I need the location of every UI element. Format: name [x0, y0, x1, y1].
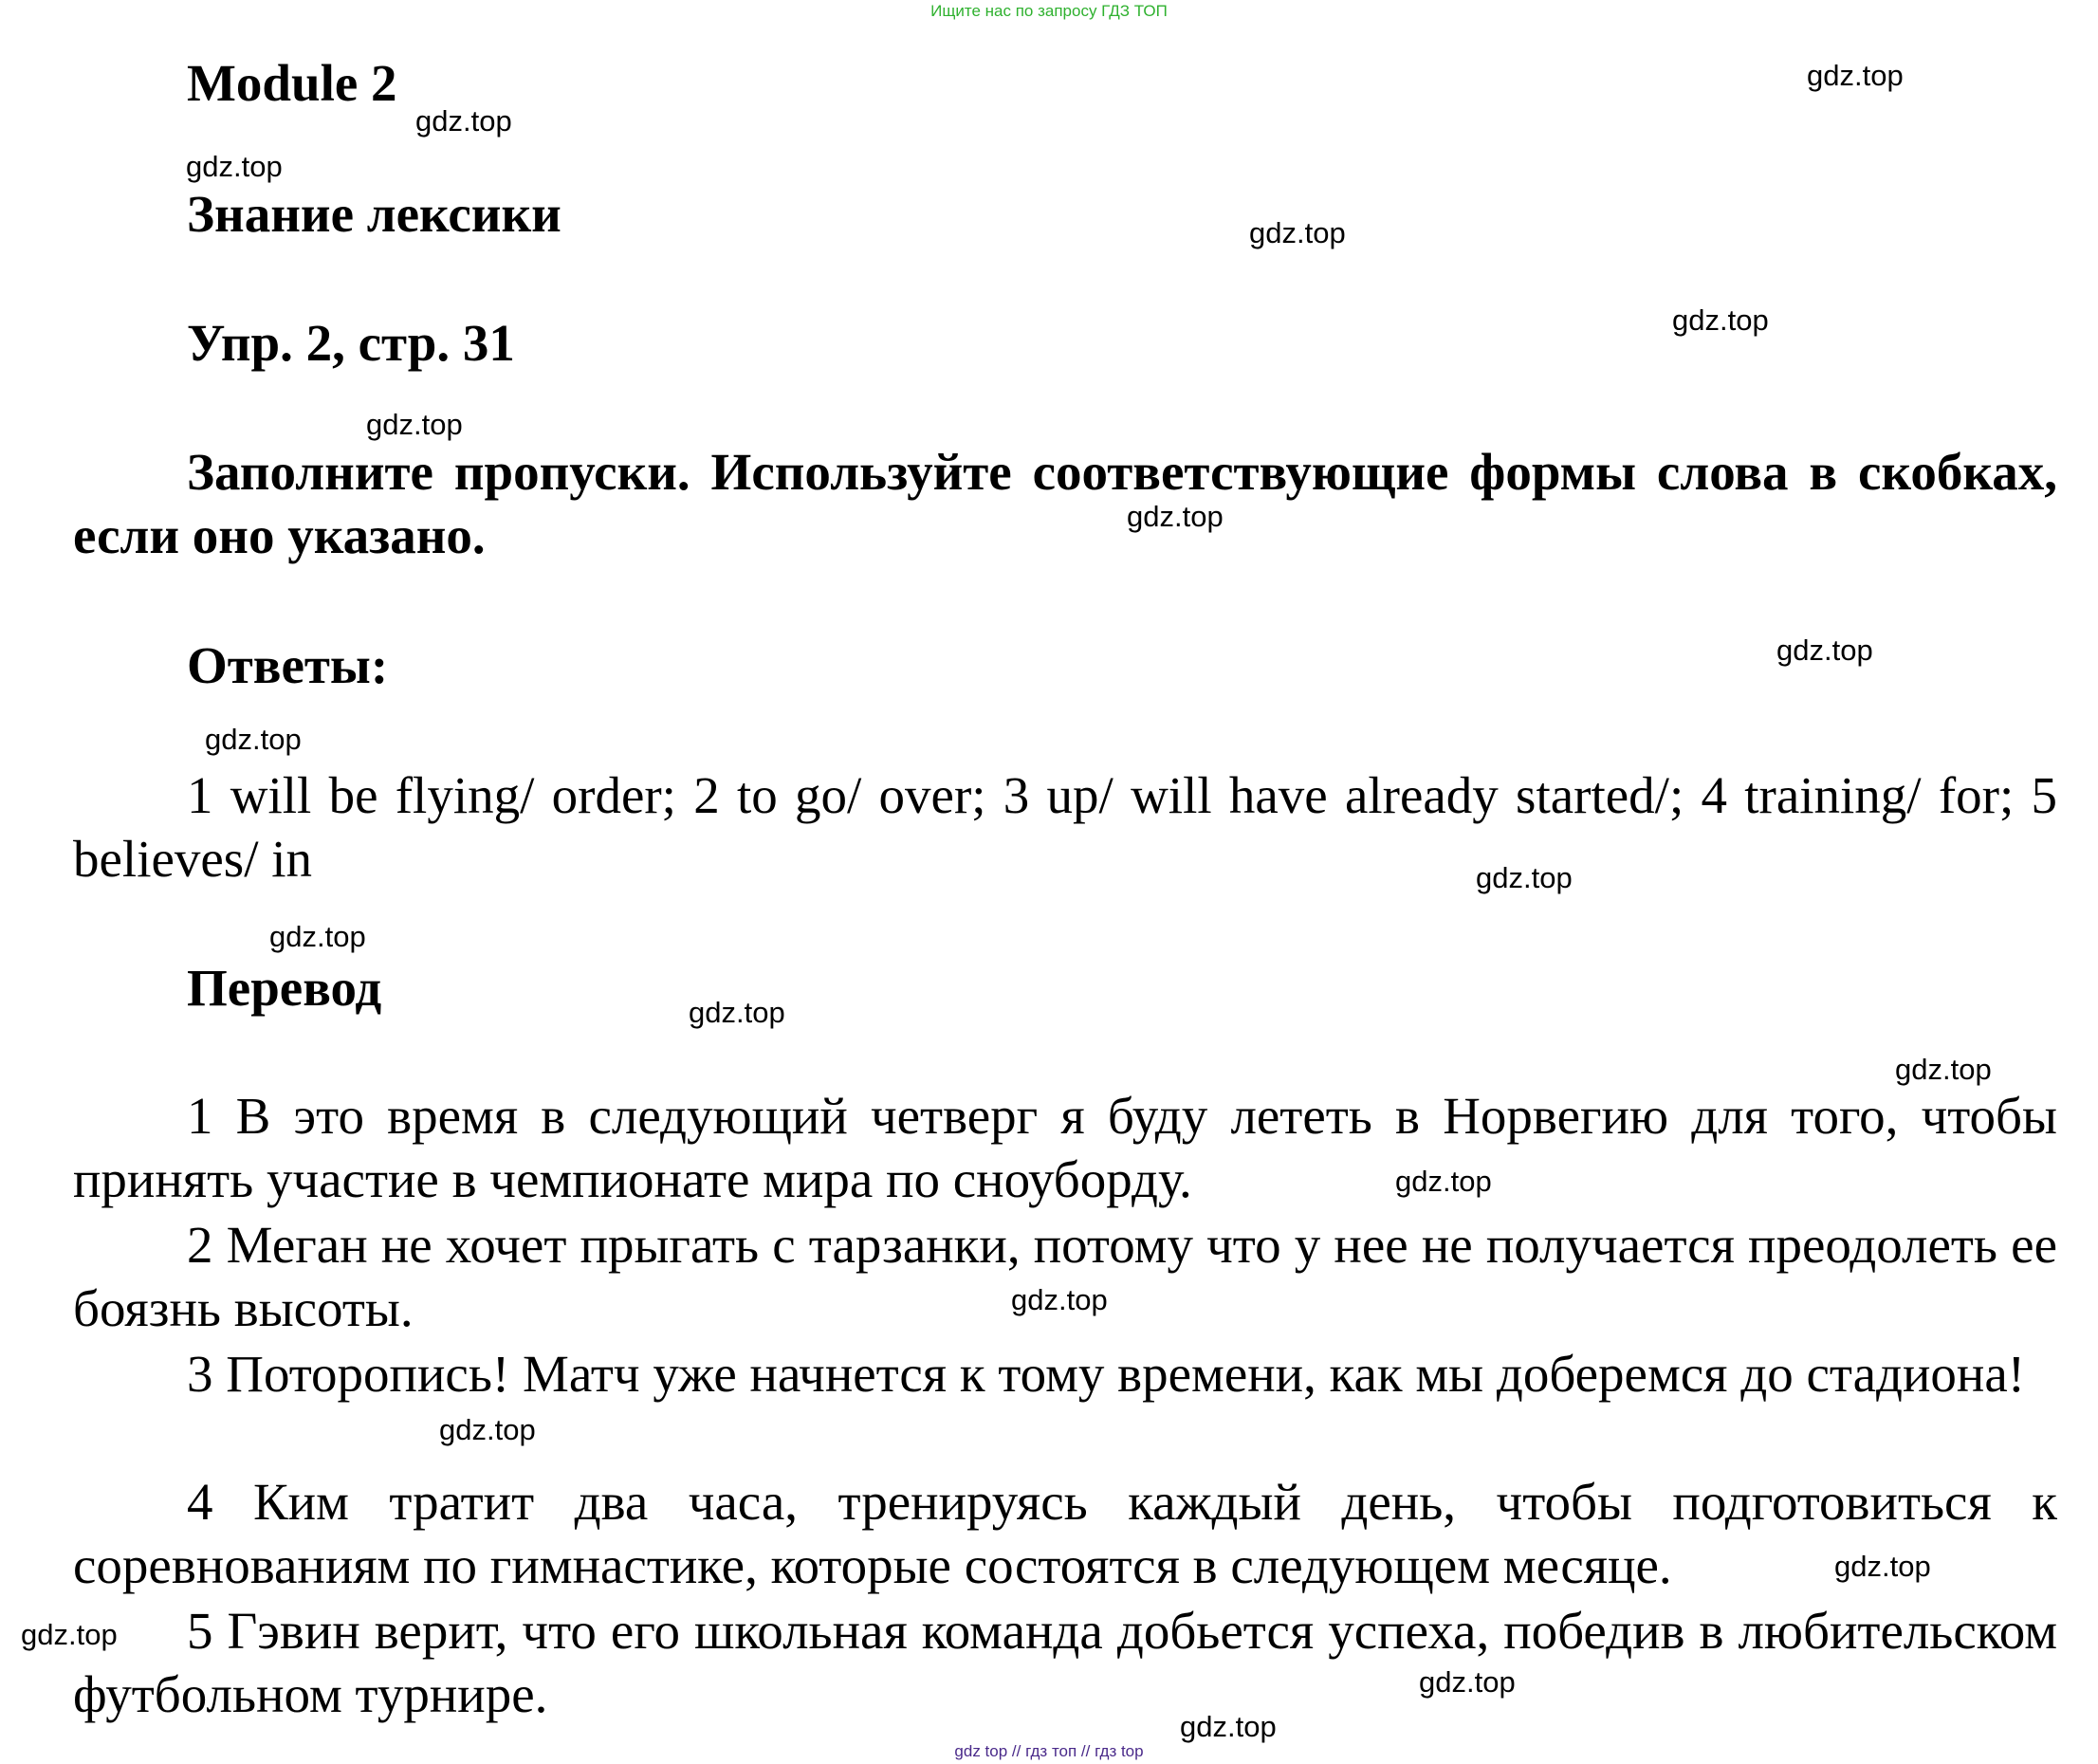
watermark: gdz.top	[1776, 634, 1873, 667]
watermark: gdz.top	[366, 408, 463, 441]
translation-item: 3 Поторопись! Матч уже начнется к тому времени, как мы доберемся до стадиона!	[187, 1345, 2026, 1403]
watermark: gdz.top	[1895, 1053, 1992, 1086]
module-title: Module 2	[187, 54, 397, 112]
bottom-banner-link[interactable]: gdz top // гдз топ // гдз top	[954, 1742, 1144, 1760]
watermark: gdz.top	[1249, 216, 1346, 249]
watermark: gdz.top	[689, 996, 785, 1029]
watermark: gdz.top	[205, 723, 302, 756]
translation-item: 4 Ким тратит два часа, тренируясь каждый день, чтобы подготовиться к соревнованиям по гимнастике, которые состоятся в следующем месяце.	[73, 1473, 2057, 1594]
translation-item: 5 Гэвин верит, что его школьная команда добьется успеха, победив в любительском футбольном турнире.	[73, 1602, 2057, 1723]
task-instructions: Заполните пропуски. Используйте соответствующие формы слова в скобках, если оно указано.	[73, 443, 2057, 564]
watermark: gdz.top	[1834, 1550, 1931, 1583]
translation-item: 1 В это время в следующий четверг я буду лететь в Норвегию для того, чтобы принять участие в чемпионате мира по сноуборду.	[73, 1087, 2057, 1208]
watermark: gdz.top	[1127, 500, 1224, 533]
watermark: gdz.top	[1476, 861, 1573, 894]
answers-heading: Ответы:	[187, 636, 389, 694]
watermark: gdz.top	[1672, 303, 1769, 337]
watermark: gdz.top	[1180, 1710, 1277, 1743]
watermark: gdz.top	[1807, 59, 1904, 92]
translation-heading: Перевод	[187, 959, 382, 1017]
watermark: gdz.top	[415, 104, 512, 138]
exercise-reference: Упр. 2, стр. 31	[187, 314, 515, 372]
watermark: gdz.top	[186, 150, 283, 183]
watermark: gdz.top	[269, 920, 366, 953]
section-title: Знание лексики	[187, 185, 561, 243]
top-banner-link[interactable]: Ищите нас по запросу ГДЗ ТОП	[930, 2, 1168, 20]
watermark: gdz.top	[21, 1618, 118, 1651]
watermark: gdz.top	[1395, 1165, 1492, 1198]
answers-text: 1 will be flying/ order; 2 to go/ over; 3 up/ will have already started/; 4 training/ for; 5 believes/ in	[73, 766, 2057, 888]
watermark: gdz.top	[1419, 1665, 1516, 1699]
watermark: gdz.top	[1011, 1283, 1108, 1316]
watermark: gdz.top	[439, 1413, 536, 1446]
translation-item: 2 Меган не хочет прыгать с тарзанки, потому что у нее не получается преодолеть ее боязнь высоты.	[73, 1216, 2057, 1337]
